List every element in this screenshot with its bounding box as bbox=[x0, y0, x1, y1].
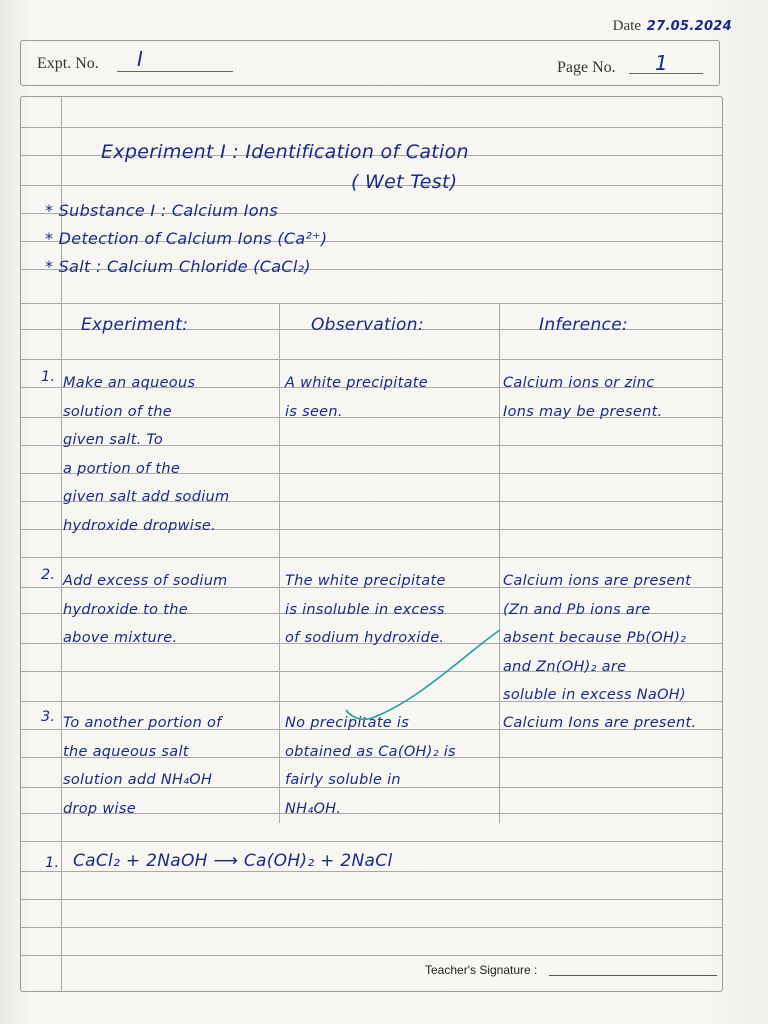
equation-number: 1. bbox=[45, 855, 60, 871]
inference-cell-line: Calcium ions are present bbox=[503, 573, 692, 589]
inference-cell-line: Calcium ions or zinc bbox=[503, 375, 655, 391]
observation-cell-line: No precipitate is bbox=[285, 715, 410, 731]
column-header-experiment: Experiment: bbox=[81, 315, 189, 335]
observation-cell-line: The white precipitate bbox=[285, 573, 446, 589]
experiment-cell-line: hydroxide dropwise. bbox=[63, 517, 217, 534]
column-header-observation: Observation: bbox=[311, 315, 424, 335]
observation-cell-line: fairly soluble in bbox=[285, 772, 401, 788]
inference-cell-line: and Zn(OH)₂ are bbox=[503, 658, 627, 675]
date-label: Date bbox=[612, 18, 641, 34]
experiment-cell-line: Make an aqueous bbox=[63, 375, 196, 391]
page-label: Page No. bbox=[557, 59, 616, 76]
inference-cell-line: Ions may be present. bbox=[503, 403, 663, 420]
experiment-subtitle: ( Wet Test) bbox=[351, 171, 458, 193]
experiment-cell-line: given salt add sodium bbox=[63, 489, 230, 505]
observation-cell-line: obtained as Ca(OH)₂ is bbox=[285, 743, 456, 760]
experiment-cell-line: To another portion of bbox=[63, 715, 222, 731]
experiment-cell-line: a portion of the bbox=[63, 460, 181, 477]
observation-cell-line: NH₄OH. bbox=[285, 800, 342, 817]
expt-value: I bbox=[137, 47, 144, 71]
experiment-cell-line: solution of the bbox=[63, 403, 172, 420]
row-number: 3. bbox=[41, 709, 56, 725]
row-number: 2. bbox=[41, 567, 56, 583]
experiment-cell-line: solution add NH₄OH bbox=[63, 772, 213, 788]
teacher-signature-label: Teacher's Signature : bbox=[425, 963, 538, 977]
inference-cell-line: Calcium Ions are present. bbox=[503, 715, 697, 731]
bullet-detection: * Detection of Calcium Ions (Ca²⁺) bbox=[45, 229, 328, 248]
reaction-equation: CaCl₂ + 2NaOH ⟶ Ca(OH)₂ + 2NaCl bbox=[73, 851, 393, 871]
bullet-substance: * Substance I : Calcium Ions bbox=[45, 201, 278, 220]
experiment-cell-line: drop wise bbox=[63, 800, 136, 817]
experiment-cell-line: Add excess of sodium bbox=[63, 573, 228, 589]
bullet-salt: * Salt : Calcium Chloride (CaCl₂) bbox=[45, 257, 311, 276]
experiment-cell-line: given salt. To bbox=[63, 432, 164, 448]
inference-cell-line: absent because Pb(OH)₂ bbox=[503, 630, 687, 646]
experiment-cell-line: the aqueous salt bbox=[63, 743, 189, 760]
inference-cell-line: soluble in excess NaOH) bbox=[503, 687, 686, 703]
experiment-title: Experiment I : Identification of Cation bbox=[101, 141, 469, 163]
experiment-cell-line: above mixture. bbox=[63, 630, 178, 646]
observation-cell-line: is seen. bbox=[285, 403, 343, 420]
observation-cell-line: A white precipitate bbox=[285, 375, 429, 391]
observation-cell-line: is insoluble in excess bbox=[285, 601, 445, 618]
experiment-cell-line: hydroxide to the bbox=[63, 601, 188, 618]
row-number: 1. bbox=[41, 369, 56, 385]
column-header-inference: Inference: bbox=[539, 315, 628, 335]
page-value: 1 bbox=[655, 51, 669, 75]
inference-cell-line: (Zn and Pb ions are bbox=[503, 601, 651, 618]
observation-cell-line: of sodium hydroxide. bbox=[285, 630, 445, 646]
date-value: 27.05.2024 bbox=[646, 19, 732, 34]
expt-label: Expt. No. bbox=[37, 55, 99, 72]
